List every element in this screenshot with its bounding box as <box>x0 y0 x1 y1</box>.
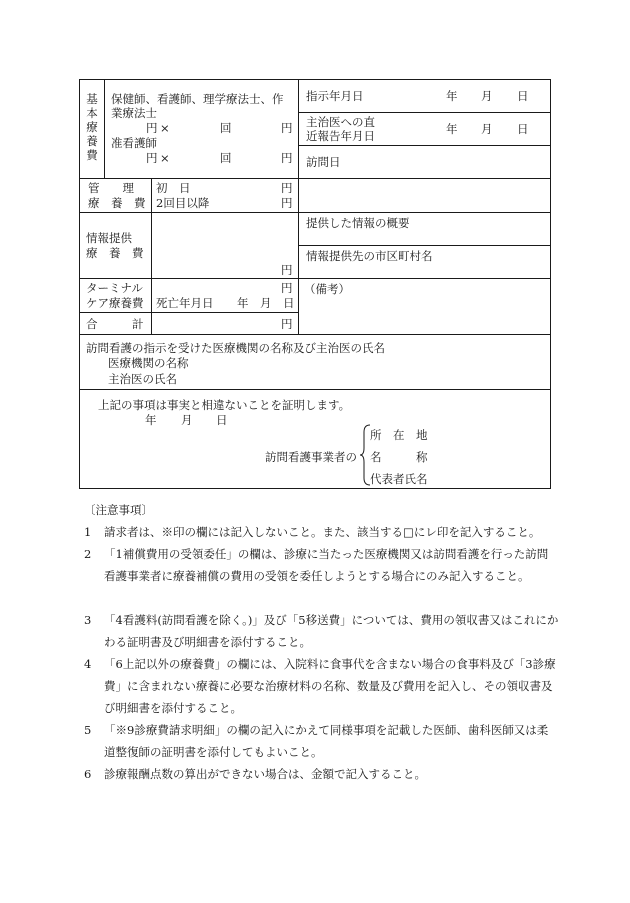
table-top-border <box>79 79 551 80</box>
row-line-bikou <box>298 278 551 279</box>
shoumei-day: 日 <box>216 413 228 427</box>
kihon-yen-2: 円 <box>281 121 293 135</box>
row-line-houmon-top <box>298 145 551 146</box>
kihon-yen-1: 円 <box>146 121 158 135</box>
total-label: 合 計 <box>86 317 144 331</box>
jouhou-label-1: 情報提供 <box>86 231 132 245</box>
note-item <box>84 609 559 653</box>
row-line-iryou-top <box>79 334 551 335</box>
note-text: 「4看護料(訪問看護を除く。)」及び「5移送費」については、費用の領収書又はこれにかわる証明書及び明細書を添付すること。 <box>104 613 559 649</box>
note-item <box>84 521 559 543</box>
kanri-label-2: 療 養 費 <box>88 196 146 210</box>
terminal-death: 死亡年月日 <box>156 296 214 310</box>
kihon-yen-3: 円 <box>146 151 158 165</box>
terminal-label-1: ターミナル <box>86 281 143 295</box>
row-line-jouhou-top <box>79 212 299 213</box>
kanri-second-yen: 円 <box>281 196 293 210</box>
note-number: 3 <box>84 613 92 627</box>
shoumei-statement: 上記の事項は事実と相違ないことを証明します。 <box>98 398 351 412</box>
kihon-junkango: 准看護師 <box>111 136 157 150</box>
note-number: 5 <box>84 723 92 737</box>
kihon-times-2: × <box>160 151 170 165</box>
kihon-line2: 業療法士 <box>111 106 157 120</box>
row-line-gaiyou <box>298 212 551 213</box>
shoumei-jigyousha: 訪問看護事業者の <box>265 450 357 464</box>
notes-heading: 〔注意事項〕 <box>84 503 153 517</box>
shoumei-shozaichi: 所 在 地 <box>370 428 428 442</box>
row-line-shoumei-top <box>79 389 551 390</box>
houkoku-label-2: 近報告年月日 <box>306 129 375 143</box>
note-item <box>84 719 559 763</box>
houkoku-day: 日 <box>517 122 529 136</box>
kihon-yen-4: 円 <box>281 151 293 165</box>
table-left-border <box>79 79 80 489</box>
shiji-month: 月 <box>481 89 493 103</box>
row-line-shichouson <box>298 245 551 246</box>
jouhou-yen: 円 <box>281 263 293 277</box>
note-number: 6 <box>84 767 92 781</box>
kihon-kai-2: 回 <box>220 151 232 165</box>
row-line-terminal-top <box>79 278 299 279</box>
houkoku-month: 月 <box>481 122 493 136</box>
shiji-day: 日 <box>517 89 529 103</box>
row-line-kanri-top <box>79 178 299 179</box>
table-right-border <box>550 79 551 489</box>
total-yen: 円 <box>281 317 293 331</box>
note-text: 「1補償費用の受領委任」の欄は、診療に当たった医療機関又は訪問看護を行った訪問看護事業者に療養補償の費用の受領を委任しようとする場合にのみ記入すること。 <box>104 547 549 583</box>
iryou-title: 訪問看護の指示を受けた医療機関の名称及び主治医の氏名 <box>86 341 385 355</box>
kanri-first-yen: 円 <box>281 181 293 195</box>
kihon-times-1: × <box>160 121 170 135</box>
terminal-label-2: ケア療養費 <box>86 296 144 310</box>
terminal-year: 年 <box>237 296 249 310</box>
kanri-label-1: 管 理 <box>88 181 134 195</box>
kihon-label: 基本療養費 <box>86 92 98 162</box>
note-item <box>84 653 559 719</box>
row-line-right-kanri <box>298 178 551 179</box>
jouhou-gaiyou: 提供した情報の概要 <box>306 216 410 230</box>
note-item <box>84 543 559 587</box>
terminal-month: 月 <box>260 296 272 310</box>
kanri-second: 2回目以降 <box>156 196 210 210</box>
terminal-day: 日 <box>283 296 295 310</box>
note-text: 「6上記以外の療養費」の欄には、入院料に食事代を含まない場合の食事料及び「3診療費」に含まれない療養に必要な治療材料の名称、数量及び費用を記入し、その領収書及び明細書を添付すること。 <box>104 657 556 715</box>
row-line-total-top <box>79 312 299 313</box>
table-bottom-border <box>79 488 551 489</box>
note-item <box>84 763 559 785</box>
note-text: 「※9診療費請求明細」の欄の記入にかえて同様事項を記載した医師、歯科医師又は柔道整復師の証明書を添付してもよいこと。 <box>104 723 549 759</box>
note-number: 4 <box>84 657 92 671</box>
kanri-first: 初 日 <box>156 181 191 195</box>
note-number: 1 <box>84 525 92 539</box>
kihon-kai-1: 回 <box>220 121 232 135</box>
shoumei-year: 年 <box>145 413 157 427</box>
kihon-line1: 保健師、看護師、理学療法士、作 <box>111 92 284 106</box>
label-column-divider-1 <box>104 79 105 178</box>
iryou-kikan: 医療機関の名称 <box>108 356 189 370</box>
houkoku-year: 年 <box>446 122 458 136</box>
shiji-label: 指示年月日 <box>306 89 364 103</box>
houmon-label: 訪問日 <box>306 155 341 169</box>
shiji-year: 年 <box>446 89 458 103</box>
houkoku-label-1: 主治医への直 <box>306 115 375 129</box>
shoumei-daihyou: 代表者氏名 <box>370 472 428 486</box>
note-text: 請求者は、※印の欄には記入しないこと。また、該当する□にレ印を記入すること。 <box>104 525 541 539</box>
iryou-shujii: 主治医の氏名 <box>108 372 177 386</box>
jouhou-shichouson: 情報提供先の市区町村名 <box>306 249 433 263</box>
middle-divider <box>298 79 299 335</box>
note-text: 診療報酬点数の算出ができない場合は、金額で記入すること。 <box>104 767 426 781</box>
row-line-houkoku-top <box>298 112 551 113</box>
bikou-label: （備考） <box>304 282 350 296</box>
shoumei-month: 月 <box>181 413 193 427</box>
shoumei-meishou: 名 称 <box>370 450 428 464</box>
jouhou-label-2: 療 養 費 <box>86 246 144 260</box>
note-number: 2 <box>84 547 92 561</box>
terminal-yen: 円 <box>281 281 293 295</box>
